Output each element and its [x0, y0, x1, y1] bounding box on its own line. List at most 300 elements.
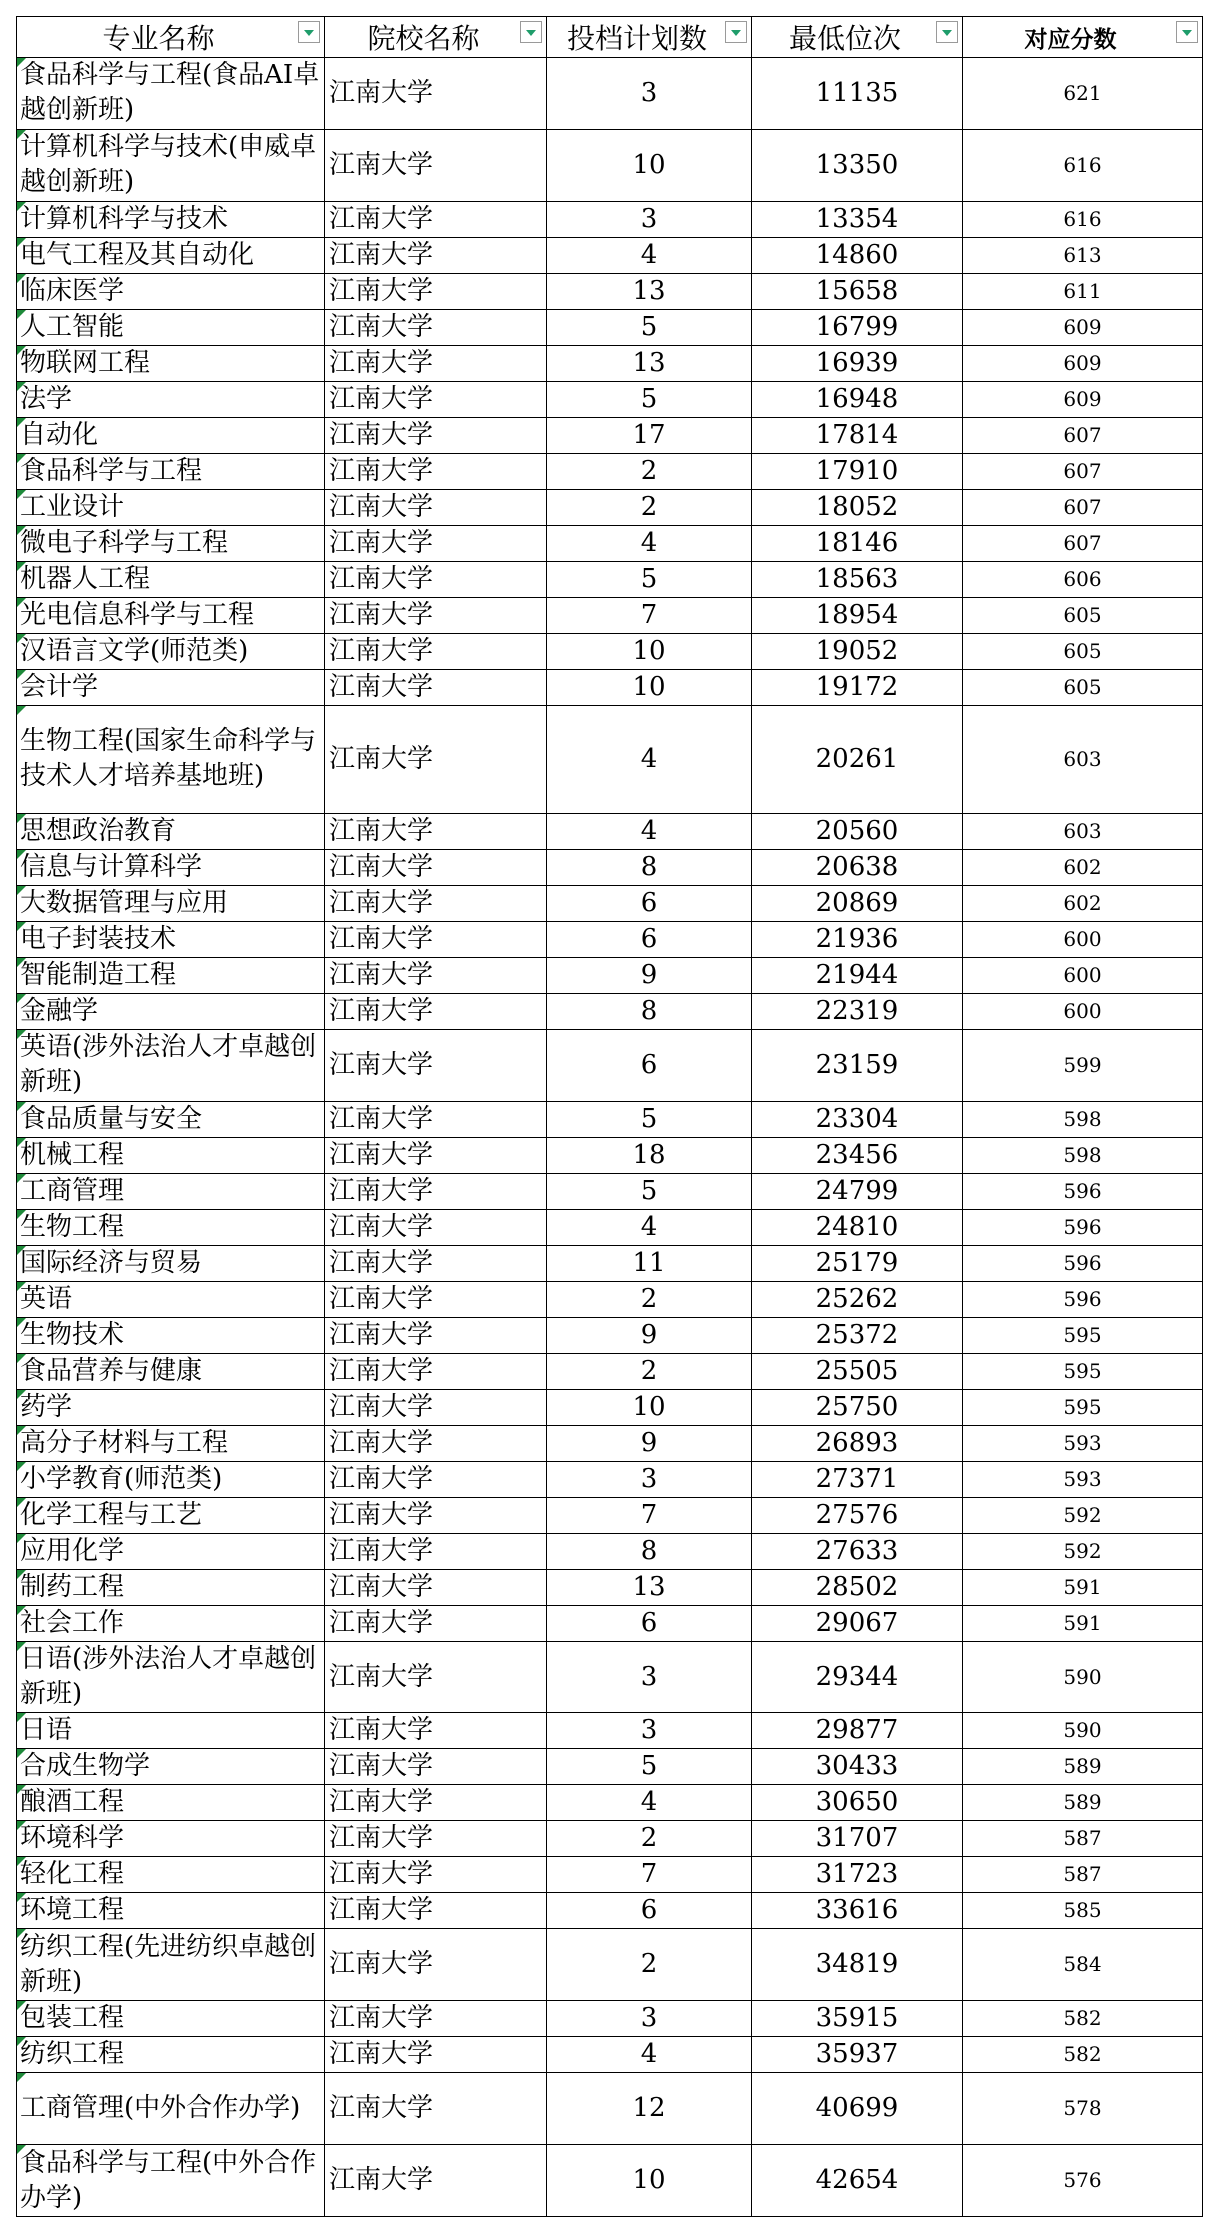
cell-score[interactable]	[963, 669, 1203, 705]
cell-rank[interactable]	[752, 885, 963, 921]
cell-score[interactable]	[963, 453, 1203, 489]
cell-rank[interactable]	[752, 1749, 963, 1785]
cell-major[interactable]	[17, 1785, 325, 1821]
cell-rank[interactable]	[752, 1929, 963, 2001]
cell-major[interactable]	[17, 849, 325, 885]
cell-school[interactable]	[325, 1749, 547, 1785]
header-school[interactable]	[325, 17, 547, 58]
cell-score[interactable]	[963, 561, 1203, 597]
table-row	[17, 237, 1203, 273]
cell-rank-text: 23304	[815, 1103, 899, 1134]
cell-rank-text: 29877	[815, 1715, 899, 1746]
filter-dropdown-icon[interactable]	[1176, 21, 1198, 43]
cell-plan[interactable]	[547, 921, 752, 957]
cell-major[interactable]	[17, 1317, 325, 1353]
cell-school[interactable]	[325, 1533, 547, 1569]
cell-comment-flag-icon	[17, 130, 26, 139]
cell-school[interactable]	[325, 2145, 547, 2217]
cell-major[interactable]	[17, 1245, 325, 1281]
cell-plan[interactable]	[547, 1353, 752, 1389]
cell-school[interactable]	[325, 561, 547, 597]
cell-rank[interactable]	[752, 1497, 963, 1533]
cell-major[interactable]	[17, 58, 325, 130]
cell-plan[interactable]	[547, 1029, 752, 1101]
cell-score[interactable]	[963, 273, 1203, 309]
cell-rank[interactable]	[752, 1101, 963, 1137]
cell-comment-flag-icon	[17, 382, 26, 391]
cell-rank-text: 29344	[815, 1661, 899, 1692]
cell-major[interactable]	[17, 1533, 325, 1569]
cell-rank[interactable]	[752, 1389, 963, 1425]
cell-plan[interactable]	[547, 345, 752, 381]
cell-school[interactable]	[325, 1389, 547, 1425]
filter-dropdown-icon[interactable]	[298, 21, 320, 43]
cell-major[interactable]	[17, 345, 325, 381]
cell-score[interactable]	[963, 1461, 1203, 1497]
cell-rank[interactable]	[752, 201, 963, 237]
cell-major[interactable]	[17, 525, 325, 561]
cell-rank[interactable]	[752, 1173, 963, 1209]
cell-plan[interactable]	[547, 993, 752, 1029]
cell-major[interactable]	[17, 309, 325, 345]
cell-score[interactable]	[963, 309, 1203, 345]
cell-major[interactable]	[17, 1425, 325, 1461]
cell-score-text: 616	[1063, 152, 1102, 177]
cell-plan[interactable]	[547, 1497, 752, 1533]
cell-school[interactable]	[325, 381, 547, 417]
cell-rank[interactable]	[752, 525, 963, 561]
cell-score[interactable]	[963, 1389, 1203, 1425]
cell-rank[interactable]	[752, 129, 963, 201]
cell-major-text: 光电信息科学与工程	[20, 599, 255, 630]
cell-major[interactable]	[17, 1461, 325, 1497]
cell-score[interactable]	[963, 1713, 1203, 1749]
table-row	[17, 2073, 1203, 2145]
cell-major[interactable]	[17, 381, 325, 417]
cell-major[interactable]	[17, 1173, 325, 1209]
cell-school[interactable]	[325, 1353, 547, 1389]
cell-rank[interactable]	[752, 1713, 963, 1749]
cell-rank[interactable]	[752, 993, 963, 1029]
cell-major[interactable]	[17, 1101, 325, 1137]
cell-school[interactable]	[325, 273, 547, 309]
cell-score[interactable]	[963, 2001, 1203, 2037]
cell-major[interactable]	[17, 1893, 325, 1929]
header-plan[interactable]	[547, 17, 752, 58]
cell-school[interactable]	[325, 1425, 547, 1461]
cell-plan[interactable]	[547, 417, 752, 453]
cell-school[interactable]	[325, 1029, 547, 1101]
cell-school[interactable]	[325, 1173, 547, 1209]
cell-major[interactable]	[17, 2037, 325, 2073]
cell-plan[interactable]	[547, 1101, 752, 1137]
cell-rank-text: 11135	[815, 77, 899, 108]
cell-major[interactable]	[17, 2073, 325, 2145]
cell-school[interactable]	[325, 1245, 547, 1281]
filter-dropdown-icon[interactable]	[520, 21, 542, 43]
cell-score[interactable]	[963, 489, 1203, 525]
cell-major[interactable]	[17, 1389, 325, 1425]
spreadsheet	[16, 16, 1202, 2217]
cell-plan[interactable]	[547, 1785, 752, 1821]
cell-school[interactable]	[325, 1137, 547, 1173]
cell-score[interactable]	[963, 1569, 1203, 1605]
cell-major[interactable]	[17, 273, 325, 309]
cell-school[interactable]	[325, 1497, 547, 1533]
cell-plan[interactable]	[547, 885, 752, 921]
cell-school[interactable]	[325, 1641, 547, 1713]
cell-plan[interactable]	[547, 2001, 752, 2037]
table-row	[17, 453, 1203, 489]
cell-score[interactable]	[963, 1821, 1203, 1857]
cell-score[interactable]	[963, 921, 1203, 957]
cell-rank-text: 31723	[815, 1859, 899, 1890]
cell-major[interactable]	[17, 597, 325, 633]
cell-rank[interactable]	[752, 1785, 963, 1821]
cell-major[interactable]	[17, 129, 325, 201]
cell-rank[interactable]	[752, 237, 963, 273]
cell-major[interactable]	[17, 201, 325, 237]
filter-dropdown-icon[interactable]	[936, 21, 958, 43]
cell-plan[interactable]	[547, 669, 752, 705]
cell-plan[interactable]	[547, 1749, 752, 1785]
cell-rank[interactable]	[752, 381, 963, 417]
cell-score[interactable]	[963, 1749, 1203, 1785]
cell-plan[interactable]	[547, 309, 752, 345]
cell-school-text: 江南大学	[329, 1535, 434, 1566]
cell-school[interactable]	[325, 705, 547, 813]
cell-major[interactable]	[17, 417, 325, 453]
cell-school[interactable]	[325, 1857, 547, 1893]
cell-plan[interactable]	[547, 1281, 752, 1317]
cell-score[interactable]	[963, 1893, 1203, 1929]
cell-rank[interactable]	[752, 1353, 963, 1389]
cell-school[interactable]	[325, 2073, 547, 2145]
cell-score[interactable]	[963, 2073, 1203, 2145]
cell-major[interactable]	[17, 1929, 325, 2001]
cell-school[interactable]	[325, 309, 547, 345]
cell-rank[interactable]	[752, 1569, 963, 1605]
cell-rank[interactable]	[752, 2145, 963, 2217]
cell-rank[interactable]	[752, 1137, 963, 1173]
cell-score[interactable]	[963, 885, 1203, 921]
cell-plan-text: 4	[640, 815, 658, 846]
cell-score[interactable]	[963, 1173, 1203, 1209]
cell-comment-flag-icon	[17, 454, 26, 463]
cell-major[interactable]	[17, 1821, 325, 1857]
cell-major[interactable]	[17, 1605, 325, 1641]
cell-rank[interactable]	[752, 561, 963, 597]
cell-school[interactable]	[325, 633, 547, 669]
cell-score[interactable]	[963, 129, 1203, 201]
cell-score[interactable]	[963, 957, 1203, 993]
cell-rank[interactable]	[752, 669, 963, 705]
cell-school[interactable]	[325, 2001, 547, 2037]
cell-plan[interactable]	[547, 1209, 752, 1245]
cell-plan[interactable]	[547, 237, 752, 273]
cell-school[interactable]	[325, 957, 547, 993]
header-major[interactable]	[17, 17, 325, 58]
cell-major-text: 临床医学	[20, 275, 125, 306]
cell-school-text: 江南大学	[329, 671, 434, 702]
cell-school[interactable]	[325, 1281, 547, 1317]
cell-rank[interactable]	[752, 921, 963, 957]
cell-rank[interactable]	[752, 345, 963, 381]
cell-score[interactable]	[963, 345, 1203, 381]
cell-major[interactable]	[17, 1209, 325, 1245]
cell-plan[interactable]	[547, 1893, 752, 1929]
cell-score[interactable]	[963, 381, 1203, 417]
cell-score[interactable]	[963, 1857, 1203, 1893]
cell-plan[interactable]	[547, 1137, 752, 1173]
cell-plan[interactable]	[547, 813, 752, 849]
cell-score[interactable]	[963, 1785, 1203, 1821]
cell-major[interactable]	[17, 1281, 325, 1317]
cell-score[interactable]	[963, 1101, 1203, 1137]
cell-plan[interactable]	[547, 129, 752, 201]
cell-school[interactable]	[325, 993, 547, 1029]
cell-school[interactable]	[325, 525, 547, 561]
cell-comment-flag-icon	[17, 1102, 26, 1111]
cell-plan[interactable]	[547, 1605, 752, 1641]
cell-major[interactable]	[17, 1749, 325, 1785]
cell-score[interactable]	[963, 1425, 1203, 1461]
cell-score[interactable]	[963, 1533, 1203, 1569]
cell-score[interactable]	[963, 1605, 1203, 1641]
cell-rank-text: 29067	[815, 1607, 899, 1638]
cell-score[interactable]	[963, 525, 1203, 561]
cell-plan[interactable]	[547, 381, 752, 417]
cell-rank[interactable]	[752, 2001, 963, 2037]
cell-plan[interactable]	[547, 1713, 752, 1749]
cell-plan-text: 3	[640, 1715, 658, 1746]
cell-school[interactable]	[325, 1569, 547, 1605]
cell-rank[interactable]	[752, 849, 963, 885]
cell-rank[interactable]	[752, 957, 963, 993]
cell-major[interactable]	[17, 1713, 325, 1749]
cell-plan[interactable]	[547, 1245, 752, 1281]
cell-plan[interactable]	[547, 1425, 752, 1461]
cell-school[interactable]	[325, 885, 547, 921]
cell-school[interactable]	[325, 849, 547, 885]
cell-major[interactable]	[17, 993, 325, 1029]
cell-score[interactable]	[963, 597, 1203, 633]
cell-school[interactable]	[325, 1893, 547, 1929]
cell-rank[interactable]	[752, 58, 963, 130]
cell-rank[interactable]	[752, 453, 963, 489]
cell-plan[interactable]	[547, 2037, 752, 2073]
cell-school[interactable]	[325, 237, 547, 273]
cell-major-text: 食品科学与工程	[20, 455, 203, 486]
cell-plan[interactable]	[547, 525, 752, 561]
table-row	[17, 597, 1203, 633]
cell-score[interactable]	[963, 2037, 1203, 2073]
cell-major[interactable]	[17, 237, 325, 273]
cell-rank[interactable]	[752, 1857, 963, 1893]
cell-plan[interactable]	[547, 1461, 752, 1497]
cell-rank[interactable]	[752, 2073, 963, 2145]
cell-plan[interactable]	[547, 489, 752, 525]
cell-major-text: 包装工程	[20, 2003, 125, 2034]
cell-plan-text: 3	[640, 203, 658, 234]
cell-score[interactable]	[963, 705, 1203, 813]
cell-school-text: 江南大学	[329, 1463, 434, 1494]
cell-score[interactable]	[963, 1929, 1203, 2001]
cell-plan[interactable]	[547, 1533, 752, 1569]
filter-dropdown-icon[interactable]	[725, 21, 747, 43]
cell-rank[interactable]	[752, 417, 963, 453]
cell-plan[interactable]	[547, 2145, 752, 2217]
cell-rank[interactable]	[752, 1317, 963, 1353]
cell-score[interactable]	[963, 1353, 1203, 1389]
cell-school[interactable]	[325, 1209, 547, 1245]
table-row	[17, 273, 1203, 309]
cell-score[interactable]	[963, 993, 1203, 1029]
cell-score[interactable]	[963, 2145, 1203, 2217]
cell-school[interactable]	[325, 1101, 547, 1137]
cell-score[interactable]	[963, 1317, 1203, 1353]
cell-score[interactable]	[963, 1209, 1203, 1245]
cell-school[interactable]	[325, 453, 547, 489]
cell-score[interactable]	[963, 237, 1203, 273]
cell-major[interactable]	[17, 453, 325, 489]
cell-major[interactable]	[17, 1569, 325, 1605]
cell-rank[interactable]	[752, 2037, 963, 2073]
cell-major[interactable]	[17, 885, 325, 921]
table-row	[17, 813, 1203, 849]
cell-rank[interactable]	[752, 273, 963, 309]
cell-major[interactable]	[17, 1029, 325, 1101]
cell-plan[interactable]	[547, 597, 752, 633]
table-row	[17, 1101, 1203, 1137]
cell-rank[interactable]	[752, 489, 963, 525]
cell-school[interactable]	[325, 417, 547, 453]
cell-school[interactable]	[325, 129, 547, 201]
cell-school[interactable]	[325, 597, 547, 633]
cell-plan[interactable]	[547, 2073, 752, 2145]
cell-major[interactable]	[17, 2145, 325, 2217]
cell-major[interactable]	[17, 921, 325, 957]
cell-school[interactable]	[325, 1713, 547, 1749]
cell-plan[interactable]	[547, 849, 752, 885]
cell-plan[interactable]	[547, 58, 752, 130]
cell-school[interactable]	[325, 1785, 547, 1821]
cell-major[interactable]	[17, 957, 325, 993]
cell-rank[interactable]	[752, 1425, 963, 1461]
cell-plan[interactable]	[547, 1857, 752, 1893]
cell-score[interactable]	[963, 417, 1203, 453]
cell-major[interactable]	[17, 705, 325, 813]
cell-rank[interactable]	[752, 1461, 963, 1497]
cell-plan[interactable]	[547, 1929, 752, 2001]
cell-major[interactable]	[17, 1857, 325, 1893]
cell-major[interactable]	[17, 561, 325, 597]
cell-school[interactable]	[325, 201, 547, 237]
cell-rank[interactable]	[752, 705, 963, 813]
cell-rank[interactable]	[752, 1641, 963, 1713]
cell-school[interactable]	[325, 1929, 547, 2001]
cell-score[interactable]	[963, 849, 1203, 885]
cell-score[interactable]	[963, 1497, 1203, 1533]
cell-rank[interactable]	[752, 1029, 963, 1101]
cell-rank[interactable]	[752, 1281, 963, 1317]
cell-score[interactable]	[963, 1137, 1203, 1173]
cell-plan[interactable]	[547, 273, 752, 309]
cell-school[interactable]	[325, 1605, 547, 1641]
cell-major[interactable]	[17, 633, 325, 669]
cell-school[interactable]	[325, 1317, 547, 1353]
cell-major[interactable]	[17, 1641, 325, 1713]
cell-plan[interactable]	[547, 561, 752, 597]
cell-rank[interactable]	[752, 1605, 963, 1641]
cell-plan[interactable]	[547, 1569, 752, 1605]
cell-plan[interactable]	[547, 1317, 752, 1353]
cell-score[interactable]	[963, 813, 1203, 849]
cell-school[interactable]	[325, 1461, 547, 1497]
cell-rank-text: 24799	[815, 1175, 899, 1206]
cell-rank[interactable]	[752, 1821, 963, 1857]
cell-score[interactable]	[963, 1245, 1203, 1281]
table-row	[17, 1245, 1203, 1281]
cell-score[interactable]	[963, 1641, 1203, 1713]
cell-rank[interactable]	[752, 633, 963, 669]
cell-school[interactable]	[325, 921, 547, 957]
cell-major[interactable]	[17, 1497, 325, 1533]
cell-school[interactable]	[325, 58, 547, 130]
cell-score[interactable]	[963, 633, 1203, 669]
cell-major-text: 工商管理	[20, 1175, 125, 1206]
cell-major[interactable]	[17, 669, 325, 705]
cell-plan[interactable]	[547, 633, 752, 669]
cell-plan[interactable]	[547, 1389, 752, 1425]
cell-plan[interactable]	[547, 1641, 752, 1713]
cell-plan[interactable]	[547, 453, 752, 489]
cell-comment-flag-icon	[17, 562, 26, 571]
cell-school[interactable]	[325, 1821, 547, 1857]
cell-plan[interactable]	[547, 1821, 752, 1857]
cell-school[interactable]	[325, 2037, 547, 2073]
header-score[interactable]	[963, 17, 1203, 58]
cell-score[interactable]	[963, 58, 1203, 130]
header-rank[interactable]	[752, 17, 963, 58]
cell-school[interactable]	[325, 345, 547, 381]
cell-plan[interactable]	[547, 705, 752, 813]
cell-major[interactable]	[17, 489, 325, 525]
cell-major[interactable]	[17, 2001, 325, 2037]
cell-school[interactable]	[325, 669, 547, 705]
cell-plan[interactable]	[547, 201, 752, 237]
cell-major[interactable]	[17, 1353, 325, 1389]
cell-rank[interactable]	[752, 813, 963, 849]
cell-comment-flag-icon	[17, 526, 26, 535]
cell-major[interactable]	[17, 813, 325, 849]
cell-score[interactable]	[963, 201, 1203, 237]
cell-rank[interactable]	[752, 1245, 963, 1281]
cell-school[interactable]	[325, 813, 547, 849]
cell-major-text: 计算机科学与技术(申威卓越创新班)	[20, 132, 317, 198]
cell-plan[interactable]	[547, 1173, 752, 1209]
cell-rank[interactable]	[752, 1533, 963, 1569]
cell-score[interactable]	[963, 1029, 1203, 1101]
cell-rank[interactable]	[752, 1893, 963, 1929]
cell-major[interactable]	[17, 1137, 325, 1173]
cell-rank[interactable]	[752, 1209, 963, 1245]
cell-school[interactable]	[325, 489, 547, 525]
cell-score[interactable]	[963, 1281, 1203, 1317]
cell-rank[interactable]	[752, 309, 963, 345]
cell-rank[interactable]	[752, 597, 963, 633]
cell-plan[interactable]	[547, 957, 752, 993]
